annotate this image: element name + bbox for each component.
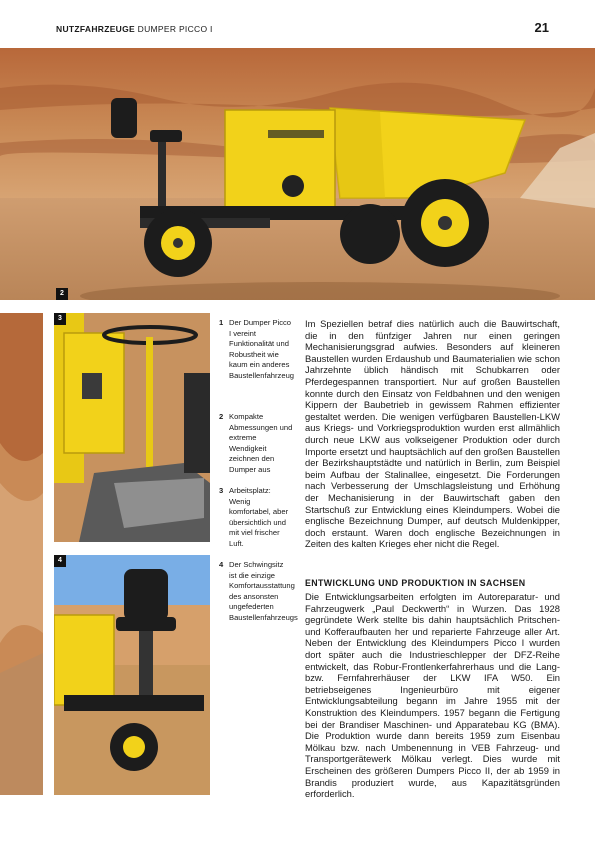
caption-4-text: Der Schwingsitz ist die einzige Komfortausstattung des ansonsten ungefederten Baustellenfahrzeugs	[229, 560, 298, 622]
main-photo-dumper	[0, 48, 595, 300]
photo-steering-seat	[54, 313, 210, 542]
photo-number-2: 2	[56, 288, 68, 300]
swing-seat-illustration	[54, 555, 210, 795]
article-paragraph-2-text: Die Entwicklungsarbeiten erfolgten im Autoreparatur- und Fahrzeugwerk „Paul Deckwerth“ in Wurzen. Das 1928 gegründete Werk stellte bis dahin hauptsächlich Pritschen- und Kofferaufbauten her und reparierte Fahrzeuge aller Art. Neben der Entwicklung des Kleindumpers Picco I wurden dort später auch die Industrieschlepper der DFZ-Reihe entwickelt, das Robur-Frontlenkerfahrerhaus und die Lang- bzw. Fernfahrerhäuser der LKW IFA W50. Ein betriebseigenes Ingenieurbüro mit eigener Entwicklungsabteilung begann im Jahre 1955 mit der Konstruktion des Kleindumpers. 1957 begann die Fertigung bei der Brandiser Maschinen- und Apparatebau KG (BMA). Die Produktion wurde dann bereits 1959 zum Eisenbau Mölkau bzw. nach Umbenennung in VEB Fahrzeug- und Transportgerätewerk Mölkau verlegt. Dies wurde mit Erscheinen des größeren Dumpers Picco II, der ab 1959 in Brandis produziert wurde, aus Kapazitätsgründen erforderlich.	[305, 591, 560, 800]
caption-3	[219, 486, 293, 550]
running-head-section: NUTZFAHRZEUGE	[56, 24, 135, 34]
page-header	[0, 0, 595, 48]
caption-2-number: 2	[219, 412, 224, 421]
caption-2	[219, 412, 293, 476]
rock-strip-photo	[0, 313, 43, 795]
caption-1	[219, 318, 293, 382]
caption-1-text: Der Dumper Picco I vereint Funktionalität und Robustheit wie kaum ein anderes Baustellenfahrzeug	[229, 318, 295, 380]
caption-3-text: Arbeitsplatz: Wenig komfortabel, aber übersichtlich und mit viel frischer Luft.	[229, 486, 289, 548]
article-paragraph-2	[305, 591, 560, 800]
running-head	[56, 24, 213, 34]
caption-4-number: 4	[219, 560, 224, 569]
photo-number-3: 3	[54, 313, 66, 325]
page-number: 21	[534, 20, 549, 35]
caption-3-number: 3	[219, 486, 224, 495]
running-head-topic: DUMPER PICCO I	[137, 24, 213, 34]
article-paragraph-1	[305, 318, 560, 550]
photo-swing-seat	[54, 555, 210, 795]
dumper-illustration	[0, 48, 595, 300]
caption-2-text: Kompakte Abmessungen und extreme Wendigkeit zeichnen den Dumper aus	[229, 412, 293, 474]
caption-4	[219, 560, 298, 624]
caption-1-number: 1	[219, 318, 224, 327]
section-heading: ENTWICKLUNG UND PRODUKTION IN SACHSEN	[305, 578, 526, 588]
steering-illustration	[54, 313, 210, 542]
rock-strip-illustration	[0, 313, 43, 795]
article-paragraph-1-text: Im Speziellen betraf dies natürlich auch die Bauwirtschaft, die in den fünfziger Jahren nur einen geringen Mechanisierungsgrad aufwies. Besonders auf kleineren Baustellen wurden Erdaushub und Baumaterialien wie schon Jahrzehnte üblich händisch mit Schubkarren oder Pferdegespannen transportiert. Nur auf großen Baustellen konnte durch den Einsatz von Feldbahnen und den wenigen Kippern der Baubetrieb in gewissem Rahmen effizienter gestaltet werden. Die wenigen verfügbaren Baustellen-LKW aus Kriegs- und Vorkriegsproduktion wurden erst allmählich durch neue LKW aus volkseigener Produktion oder durch Importe ersetzt und hauptsächlich auf den großen Baustellen der Bezirkshauptstädte und natürlich in Berlin, zum Beispiel beim Aufbau der Stalinallee, eingesetzt. Die Forderungen nach Verbesserung der Umschlagsleistung und Erhöhung der Mechanisierung in der Bauwirtschaft gaben den Startschuß zur Entwicklung eines Kleindumpers. Wobei die englische Bezeichnung Dumper, auf deutsch Muldenkipper, doch erstaunt. Waren doch englische Bezeichnungen in Zeiten des kalten Krieges eher nicht die Regel.	[305, 318, 560, 550]
photo-number-4: 4	[54, 555, 66, 567]
